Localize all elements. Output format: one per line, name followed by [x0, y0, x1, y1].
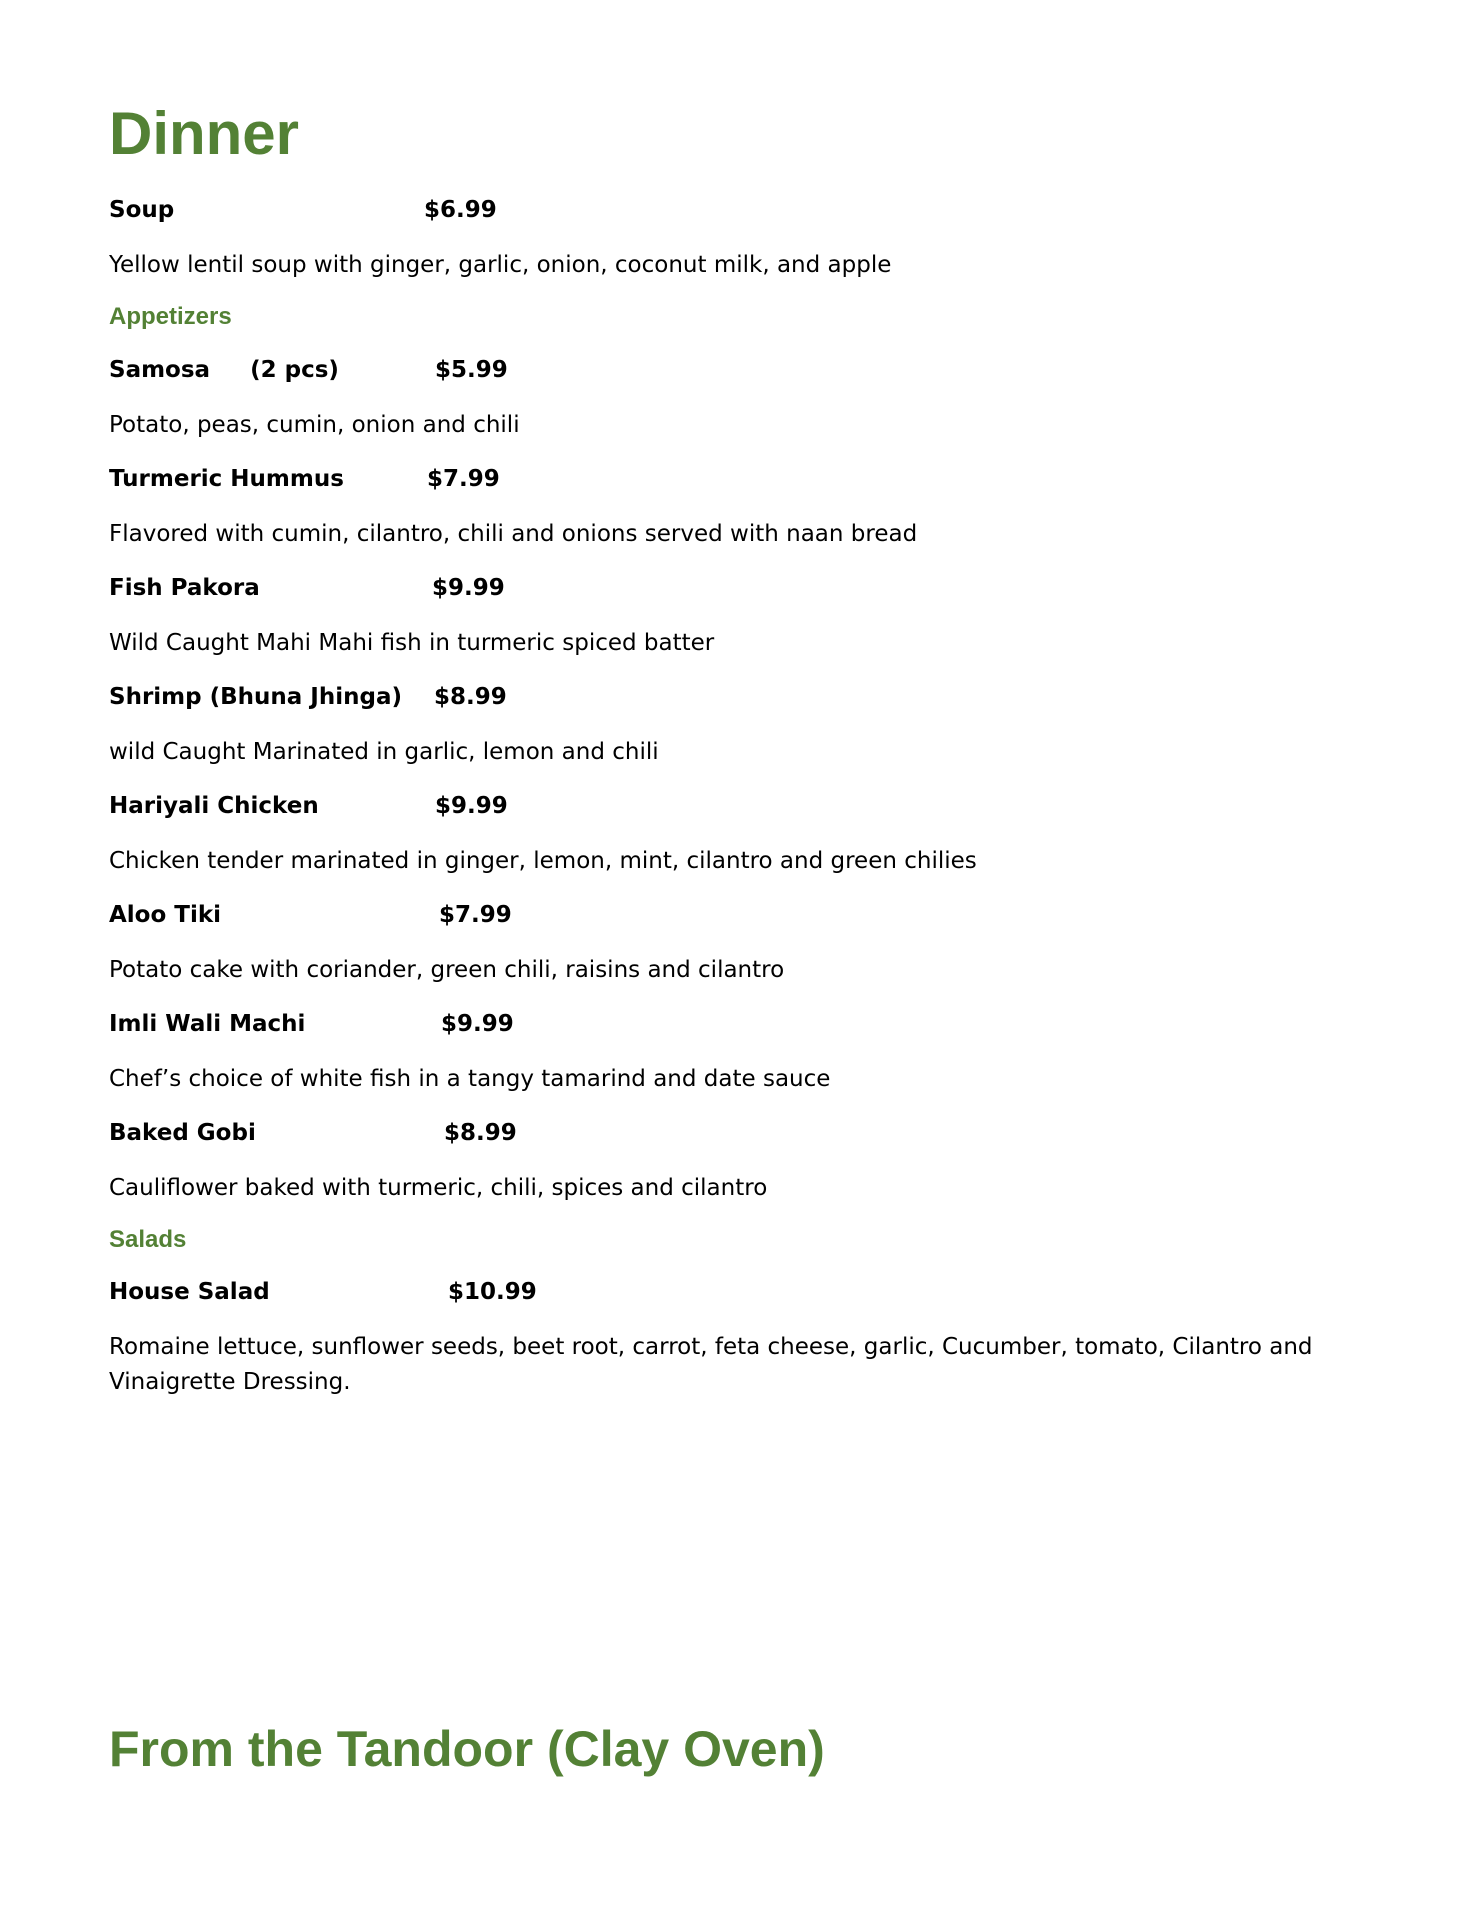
- item-description: wild Caught Marinated in garlic, lemon and chili: [109, 739, 659, 765]
- item-price: $10.99: [448, 1279, 537, 1305]
- item-price: $7.99: [427, 466, 500, 492]
- appetizers-heading: Appetizers: [109, 303, 232, 330]
- item-description: Chef’s choice of white fish in a tangy tamarind and date sauce: [109, 1066, 831, 1092]
- item-price: $9.99: [432, 575, 505, 601]
- item-description: Romaine lettuce, sunflower seeds, beet root, carrot, feta cheese, garlic, Cucumber, tomato, Cilantro and Vinaigrette Dressing.: [109, 1334, 1313, 1395]
- item-name: Turmeric Hummus: [109, 466, 344, 492]
- item-price: $5.99: [435, 357, 508, 383]
- item-description: Potato cake with coriander, green chili, raisins and cilantro: [109, 957, 785, 983]
- item-price: $6.99: [424, 197, 497, 223]
- item-name: Baked Gobi: [109, 1120, 256, 1146]
- dinner-heading: Dinner: [109, 100, 300, 167]
- item-description: Cauliflower baked with turmeric, chili, spices and cilantro: [109, 1175, 768, 1201]
- item-description: Wild Caught Mahi Mahi fish in turmeric spiced batter: [109, 630, 715, 656]
- item-name: Shrimp (Bhuna Jhinga): [109, 684, 402, 710]
- salads-heading: Salads: [109, 1226, 187, 1253]
- item-description: Flavored with cumin, cilantro, chili and onions served with naan bread: [109, 521, 918, 547]
- item-name: Fish Pakora: [109, 575, 260, 601]
- item-name: Hariyali Chicken: [109, 793, 319, 819]
- item-name: Imli Wali Machi: [109, 1011, 306, 1037]
- item-name: Aloo Tiki: [109, 902, 222, 928]
- item-price: $8.99: [444, 1120, 517, 1146]
- item-name: House Salad: [109, 1279, 270, 1305]
- item-name: Soup: [109, 197, 175, 223]
- tandoor-heading: From the Tandoor (Clay Oven): [109, 1721, 825, 1777]
- item-description: Yellow lentil soup with ginger, garlic, onion, coconut milk, and apple: [109, 252, 892, 278]
- item-description: Potato, peas, cumin, onion and chili: [109, 412, 520, 438]
- item-price: $7.99: [439, 902, 512, 928]
- item-price: $8.99: [434, 684, 507, 710]
- item-price: $9.99: [441, 1011, 514, 1037]
- item-name: Samosa (2 pcs): [109, 357, 339, 383]
- item-price: $9.99: [435, 793, 508, 819]
- menu-page: [109, 0, 1399, 1920]
- item-description: Chicken tender marinated in ginger, lemon, mint, cilantro and green chilies: [109, 848, 977, 874]
